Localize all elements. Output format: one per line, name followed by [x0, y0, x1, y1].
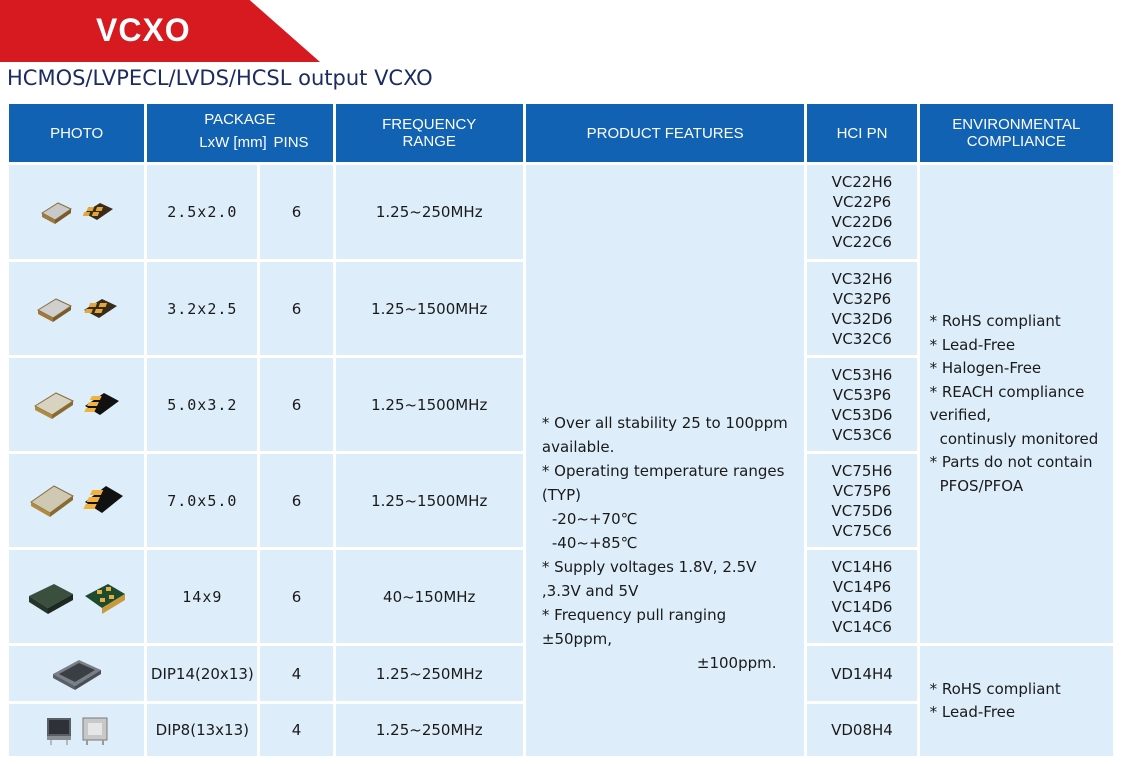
- hci-pn-cell: VC75H6 VC75P6 VC75D6 VC75C6: [807, 454, 916, 547]
- package-size: DIP8(13x13): [147, 704, 257, 756]
- pins: 6: [260, 358, 332, 451]
- pins: 6: [260, 165, 332, 259]
- product-features-cell: [526, 165, 805, 756]
- header-photo: PHOTO: [9, 104, 144, 162]
- dip14-oscillator-icon: [49, 654, 105, 694]
- frequency-range: 1.25~1500MHz: [336, 454, 523, 547]
- environmental-cell-a: * RoHS compliant * Lead-Free * Halogen-Free * REACH compliance verified, continusly monitored * Parts do not contain PFOS/PFOA: [920, 165, 1113, 643]
- header-pins: PINS: [273, 134, 309, 151]
- oscillator-module-top-icon: [26, 578, 76, 616]
- feature-pull-range: * Frequency pull ranging ±50ppm,: [541, 606, 727, 648]
- header-lxw: LxW [mm]: [199, 134, 267, 151]
- hci-pn-cell: VC14H6 VC14P6 VC14D6 VC14C6: [807, 550, 916, 643]
- frequency-range: 1.25~250MHz: [336, 704, 523, 756]
- feature-temp-range-2: -40~+85℃: [551, 534, 638, 552]
- photo-cell: [9, 704, 144, 756]
- pins: 4: [260, 646, 332, 701]
- pins: 6: [260, 550, 332, 643]
- smd-crystal-top-icon: [28, 482, 76, 520]
- smd-crystal-top-icon: [34, 295, 74, 323]
- photo-cell: [9, 262, 144, 355]
- smd-crystal-top-icon: [32, 389, 76, 421]
- pins: 6: [260, 262, 332, 355]
- package-size: 2.5x2.0: [147, 165, 257, 259]
- photo-cell: [9, 454, 144, 547]
- smd-crystal-bottom-icon: [80, 295, 120, 323]
- pins: 4: [260, 704, 332, 756]
- frequency-range: 1.25~250MHz: [336, 165, 523, 259]
- header-hci-pn: HCI PN: [807, 104, 916, 162]
- frequency-range: 1.25~1500MHz: [336, 358, 523, 451]
- frequency-range: 1.25~250MHz: [336, 646, 523, 701]
- feature-stability: * Over all stability 25 to 100ppm available.: [541, 414, 788, 456]
- package-size: 3.2x2.5: [147, 262, 257, 355]
- smd-crystal-bottom-icon: [82, 389, 122, 421]
- photo-cell: [9, 646, 144, 701]
- frequency-range: 40~150MHz: [336, 550, 523, 643]
- photo-cell: [9, 358, 144, 451]
- feature-temperature: * Operating temperature ranges (TYP): [541, 462, 785, 504]
- smd-crystal-bottom-icon: [80, 199, 116, 225]
- page-title: VCXO: [96, 12, 191, 48]
- header-environmental: ENVIRONMENTAL COMPLIANCE: [920, 104, 1113, 162]
- oscillator-module-bottom-icon: [82, 578, 128, 616]
- pins: 6: [260, 454, 332, 547]
- table-header-row: [9, 104, 1113, 162]
- header-frequency: FREQUENCY RANGE: [336, 104, 523, 162]
- hci-pn-cell: VC22H6 VC22P6 VC22D6 VC22C6: [807, 165, 916, 259]
- photo-cell: [9, 165, 144, 259]
- dip8-oscillator-top-icon: [44, 714, 74, 746]
- feature-temp-range-1: -20~+70℃: [551, 510, 638, 528]
- hci-pn-cell: VC32H6 VC32P6 VC32D6 VC32C6: [807, 262, 916, 355]
- page-subtitle: HCMOS/LVPECL/LVDS/HCSL output VCXO: [7, 66, 433, 90]
- hci-pn-cell: VD14H4: [807, 646, 916, 701]
- table-row: [9, 165, 1113, 259]
- smd-crystal-top-icon: [38, 199, 74, 225]
- package-size: 14x9: [147, 550, 257, 643]
- photo-cell: [9, 550, 144, 643]
- package-size: 7.0x5.0: [147, 454, 257, 547]
- header-package: PACKAGE LxW [mm] PINS: [147, 104, 332, 162]
- package-size: DIP14(20x13): [147, 646, 257, 701]
- header-features: PRODUCT FEATURES: [526, 104, 805, 162]
- frequency-range: 1.25~1500MHz: [336, 262, 523, 355]
- feature-supply: * Supply voltages 1.8V, 2.5V ,3.3V and 5V: [541, 558, 757, 600]
- feature-pull-range-2: ±100ppm.: [696, 654, 777, 672]
- package-size: 5.0x3.2: [147, 358, 257, 451]
- environmental-cell-b: * RoHS compliant * Lead-Free: [920, 646, 1113, 756]
- smd-crystal-bottom-icon: [82, 482, 126, 520]
- dip8-oscillator-bottom-icon: [80, 714, 110, 746]
- hci-pn-cell: VC53H6 VC53P6 VC53D6 VC53C6: [807, 358, 916, 451]
- hci-pn-cell: VD08H4: [807, 704, 916, 756]
- vcxo-spec-table: [6, 101, 1116, 759]
